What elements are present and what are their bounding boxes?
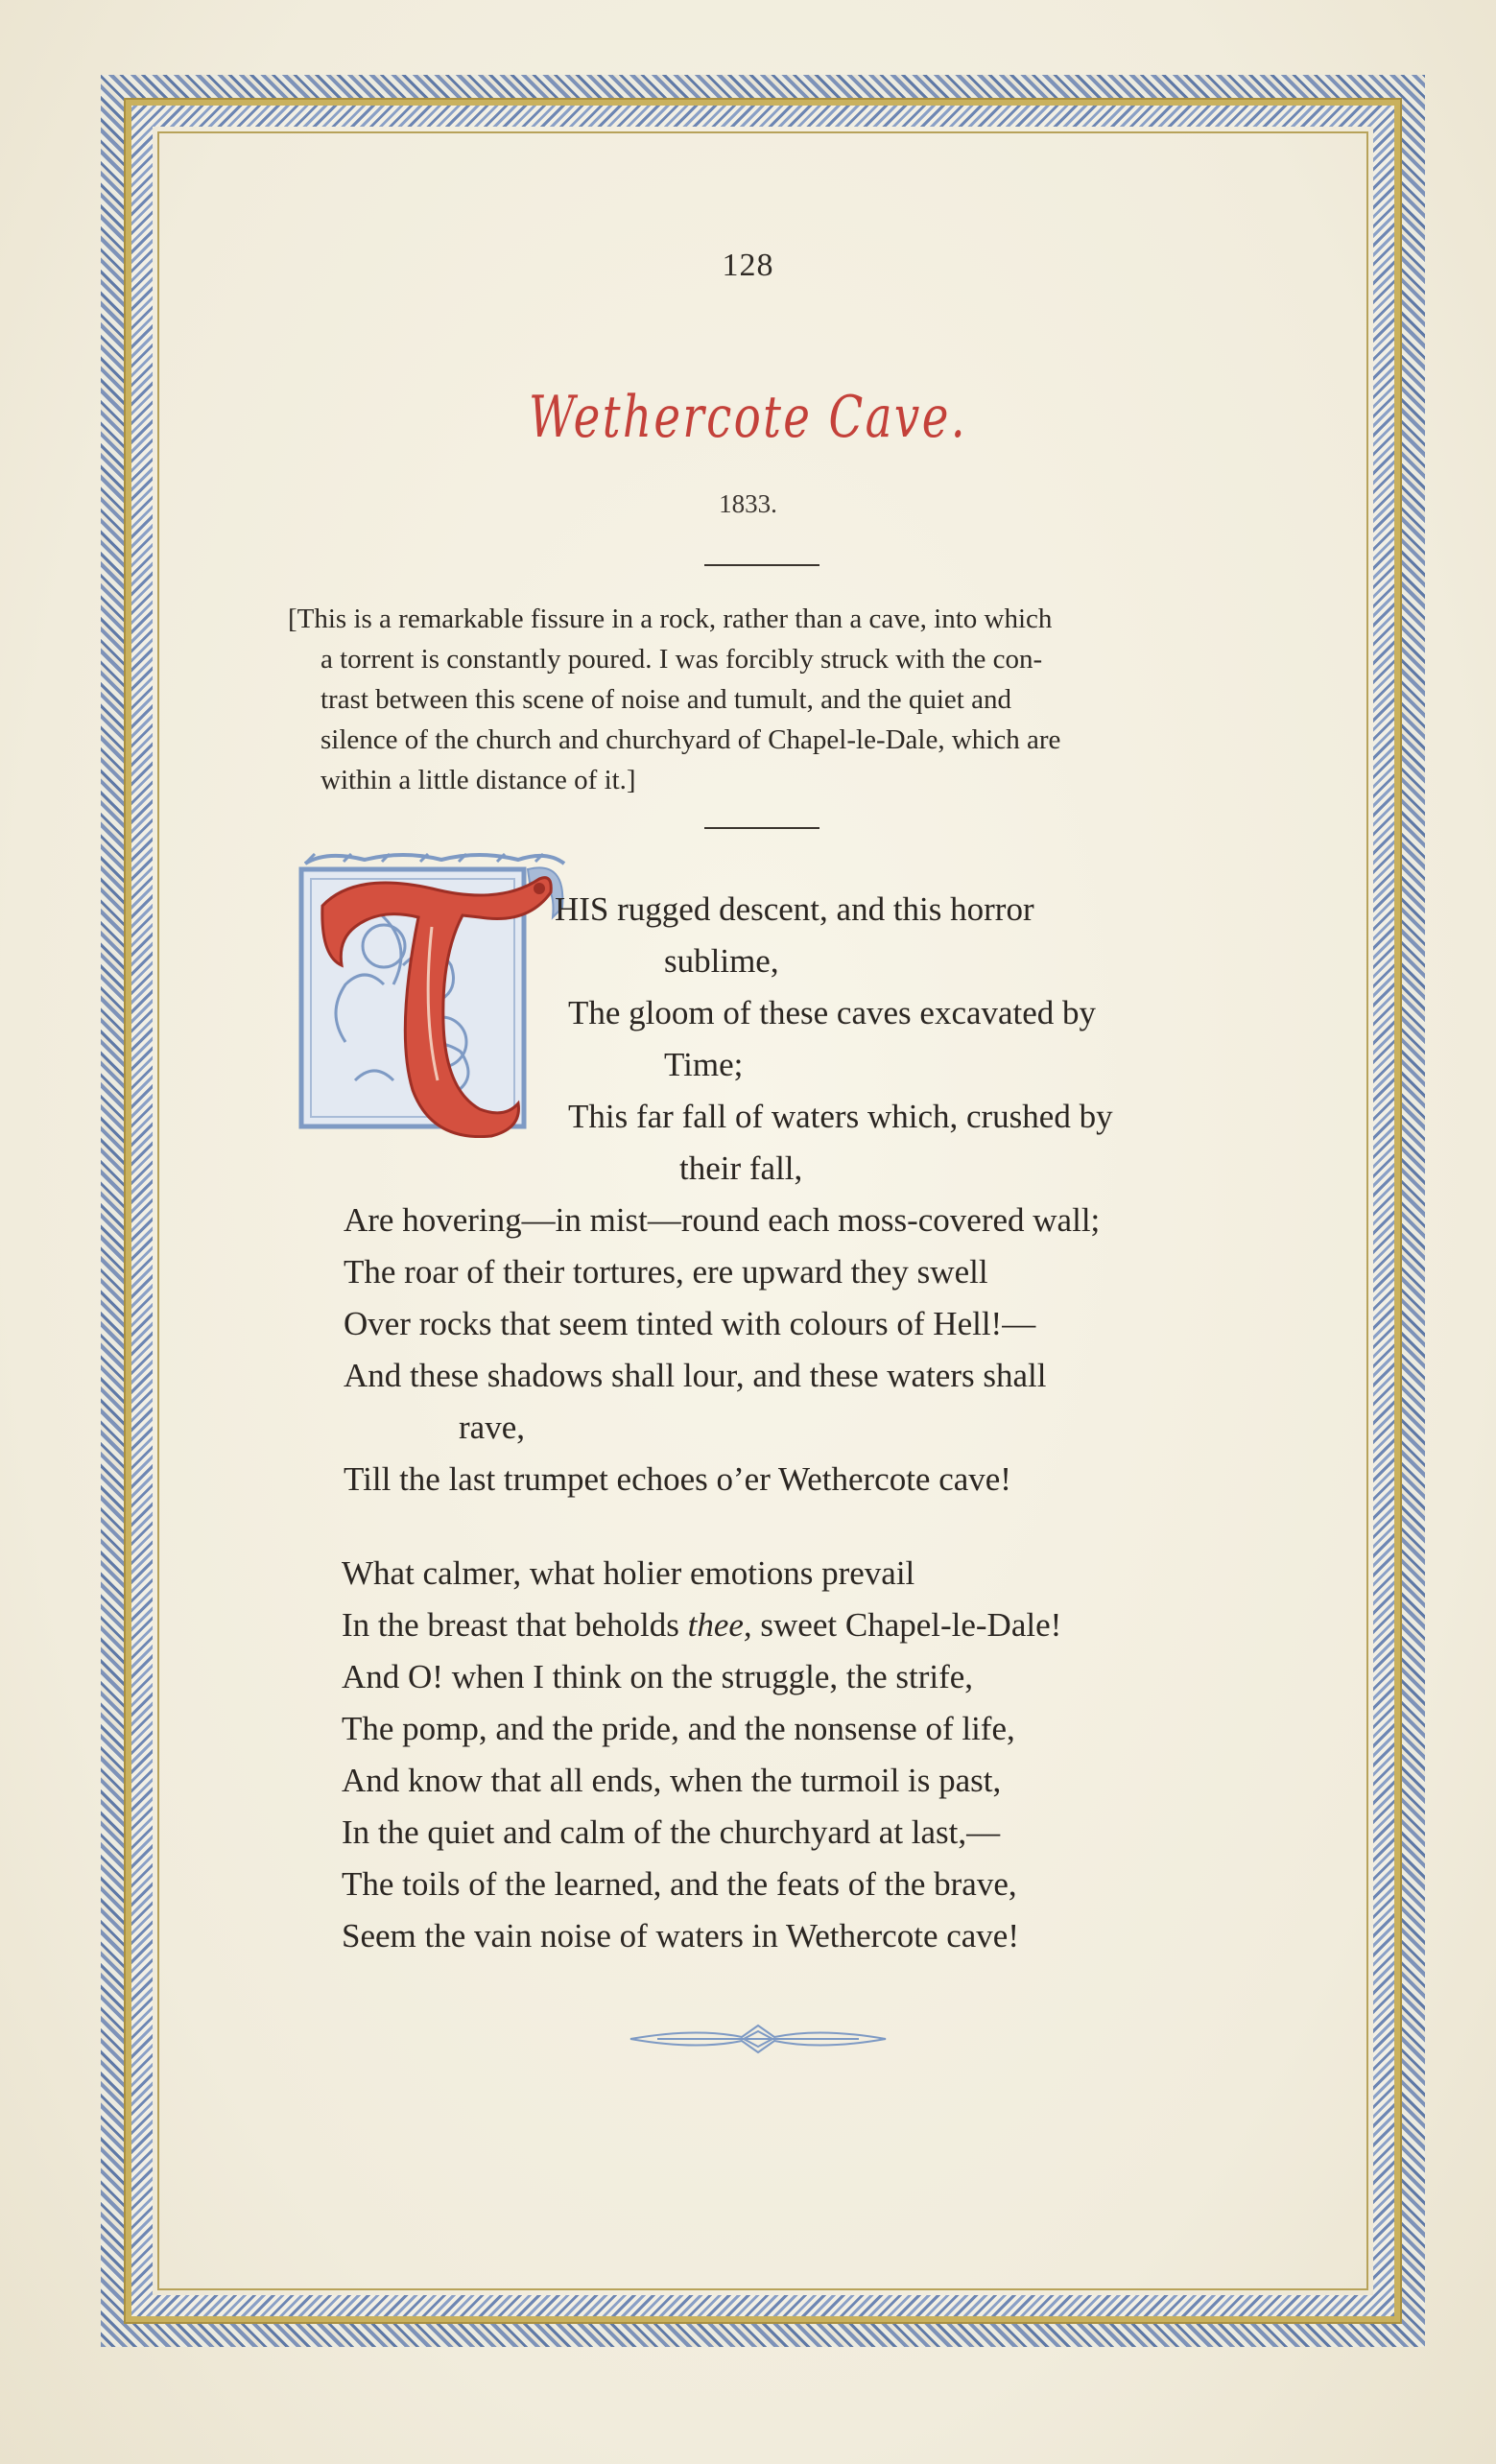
- poem-line: The roar of their tortures, ere upward they swell: [344, 1253, 988, 1291]
- poem-line: And these shadows shall lour, and these waters shall: [344, 1357, 1047, 1394]
- poem-line: sublime,: [664, 942, 779, 980]
- poem-emphasis: thee,: [687, 1606, 752, 1644]
- poem-line: Seem the vain noise of waters in Wethercote cave!: [342, 1917, 1019, 1955]
- poem-line: rave,: [459, 1409, 525, 1446]
- poem-line: And know that all ends, when the turmoil is past,: [342, 1762, 1002, 1799]
- poem-line: The gloom of these caves excavated by: [568, 994, 1097, 1031]
- poem-line: Till the last trumpet echoes o’er Wethercote cave!: [344, 1460, 1011, 1498]
- divider-rule-top: [704, 564, 819, 566]
- poem-title: Wethercote Cave.: [529, 384, 967, 451]
- poem-line: their fall,: [679, 1149, 803, 1187]
- poem-line: Over rocks that seem tinted with colours of Hell!—: [344, 1305, 1036, 1342]
- poem-line: HIS rugged descent, and this horror: [555, 890, 1034, 928]
- poem-line: Are hovering—in mist—round each moss-covered wall;: [344, 1201, 1101, 1239]
- page-number: 128: [722, 248, 774, 283]
- poem-line-part: In the breast that beholds: [342, 1606, 679, 1644]
- poem-line: [342, 1606, 1061, 1645]
- divider-rule-bottom: [704, 827, 819, 829]
- poem-line-part: sweet Chapel-le-Dale!: [760, 1606, 1062, 1644]
- note-line: within a little distance of it.]: [321, 765, 636, 795]
- note-line: a torrent is constantly poured. I was forcibly struck with the con-: [321, 644, 1043, 675]
- poem-line: This far fall of waters which, crushed by: [568, 1098, 1113, 1135]
- end-flourish-icon: [629, 2018, 888, 2060]
- poem-line: The pomp, and the pride, and the nonsense of life,: [342, 1710, 1015, 1747]
- poem-line: The toils of the learned, and the feats of the brave,: [342, 1865, 1017, 1903]
- note-line: silence of the church and churchyard of Chapel-le-Dale, which are: [321, 724, 1061, 755]
- editorial-note: [288, 599, 1247, 800]
- poem-line: What calmer, what holier emotions prevail: [342, 1554, 915, 1592]
- poem-line: In the quiet and calm of the churchyard at last,—: [342, 1813, 1001, 1851]
- illuminated-initial-t-icon: [288, 850, 568, 1138]
- note-line: trast between this scene of noise and tumult, and the quiet and: [321, 684, 1011, 715]
- poem-line: Time;: [664, 1046, 744, 1083]
- poem-line: And O! when I think on the struggle, the strife,: [342, 1658, 974, 1695]
- poem-year: 1833.: [719, 489, 777, 518]
- note-line: [This is a remarkable fissure in a rock, rather than a cave, into which: [288, 604, 1053, 634]
